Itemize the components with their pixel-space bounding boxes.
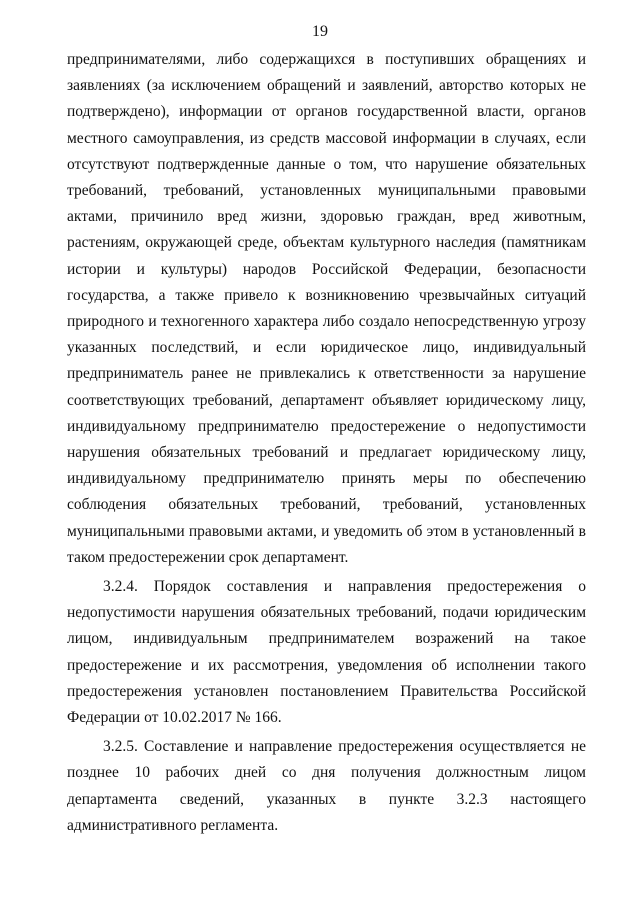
paragraph-3-2-5: 3.2.5. Составление и направление предостережения осуществляется не позднее 10 рабочих дней со дня получения должностным лицом департамента сведений, указанных в пункте 3.2.3 настоящего административного регламента.: [67, 738, 586, 834]
paragraph-3-2-4: 3.2.4. Порядок составления и направления предостережения о недопустимости нарушения обязательных требований, подачи юридическим лицом, индивидуальным предпринимателем возражений на такое предостережение и их рассмотрения, уведомления об исполнении такого предостережения установлен постановлением Правительства Российской Федерации от 10.02.2017 № 166.: [67, 578, 586, 727]
paragraph-continuation: предпринимателями, либо содержащихся в поступивших обращениях и заявлениях (за исключением обращений и заявлений, авторство которых не подтверждено), информации от органов государственной власти, органов местного самоуправления, из средств массовой информации в случаях, если отсутствуют подтвержденные данные о том, что нарушение обязательных требований, требований, установленных муниципальными правовыми актами, причинило вред жизни, здоровью граждан, вред животным, растениям, окружающей среде, объектам культурного наследия (памятникам истории и культуры) народов Российской Федерации, безопасности государства, а также привело к возникновению чрезвычайных ситуаций природного и техногенного характера либо создало непосредственную угрозу указанных последствий, и если юридическое лицо, индивидуальный предприниматель ранее не привлекались к ответственности за нарушение соответствующих требований, департамент объявляет юридическому лицу, индивидуальному предпринимателю предостережение о недопустимости нарушения обязательных требований и предлагает юридическому лицу, индивидуальному предпринимателю принять меры по обеспечению соблюдения обязательных требований, требований, установленных муниципальными правовыми актами, и уведомить об этом в установленный в таком предостережении срок департамент.: [67, 51, 586, 566]
page-number: 19: [312, 23, 328, 40]
document-body: [67, 47, 586, 839]
